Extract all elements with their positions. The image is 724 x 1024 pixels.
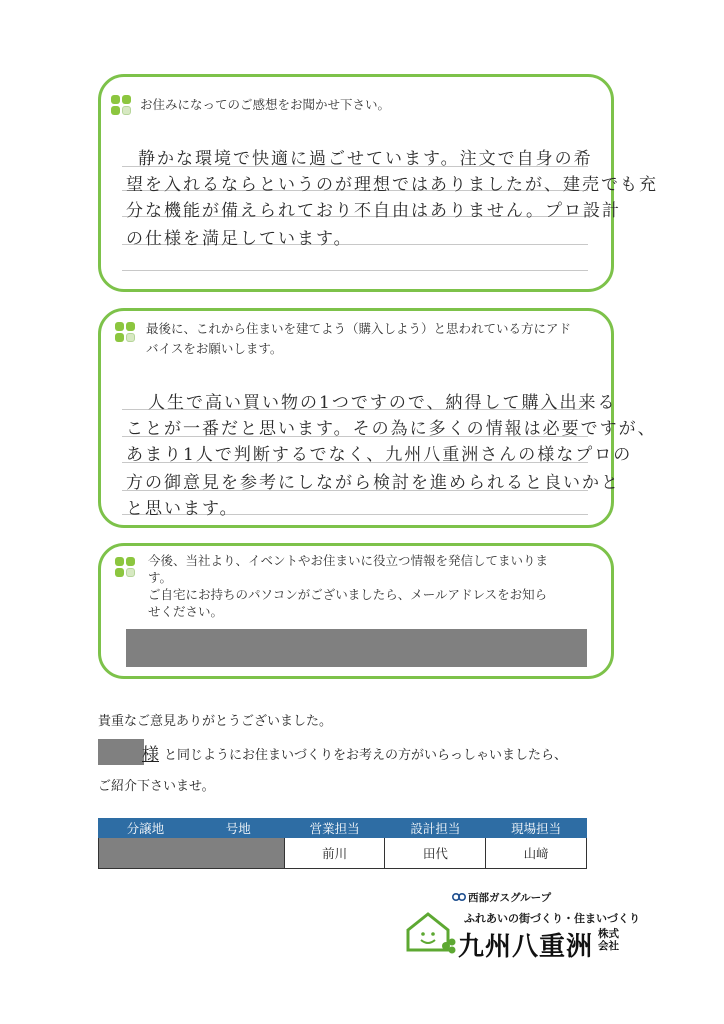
staff-table-header-row (99, 819, 587, 838)
advice-answer-line: 人生で高い買い物の1つですので、納得して購入出来る (148, 393, 617, 413)
header-sales: 営業担当 (284, 819, 385, 838)
staff-table-row (99, 838, 587, 869)
header-design: 設計担当 (385, 819, 486, 838)
advice-answer-line: 方の御意見を参考にしながら検討を進められると良いかと (126, 473, 620, 493)
advice-answer-line: ことが一番だと思います。その為に多くの情報は必要ですが、 (126, 419, 657, 439)
logo-tagline: ふれあいの街づくり・住まいづくり (464, 912, 640, 925)
thanks-text: 貴重なご意見ありがとうございました。 (98, 714, 333, 729)
company-name: 九州八重洲 (458, 932, 594, 962)
site-staff: 山﨑 (486, 838, 587, 869)
referral-end-text: ご紹介下さいませ。 (98, 779, 215, 794)
house-mascot-icon (404, 910, 456, 956)
impressions-answer-line: 静かな環境で快適に過ごせています。注文で自身の希 (138, 149, 593, 169)
redacted-lot-info (99, 838, 285, 869)
company-suffix: 株式会社 (598, 928, 619, 952)
advice-answer-line: と思います。 (126, 499, 239, 519)
advice-answer-line: あまり1人で判断するでなく、九州八重洲さんの様なプロの (126, 445, 633, 465)
header-lot: 号地 (192, 819, 284, 838)
sales-staff: 前川 (284, 838, 385, 869)
newsletter-notice: 今後、当社より、イベントやお住まいに役立つ情報を発信してまいりま (148, 553, 549, 568)
advice-question: バイスをお願いします。 (146, 341, 283, 356)
newsletter-notice: す。 (148, 570, 173, 585)
impressions-answer-line: 分な機能が備えられており不自由はありません。プロ設計 (126, 201, 622, 221)
clover-icon (115, 557, 137, 579)
newsletter-notice: ご自宅にお持ちのパソコンがございましたら、メールアドレスをお知ら (148, 587, 548, 602)
gas-group-mark-icon (452, 890, 466, 904)
impressions-question: お住みになってのご感想をお聞かせ下さい。 (140, 97, 391, 112)
header-subdivision: 分譲地 (99, 819, 193, 838)
header-site: 現場担当 (486, 819, 587, 838)
redacted-customer-name (98, 739, 144, 765)
newsletter-notice: せください。 (148, 604, 224, 619)
redacted-email-field (126, 629, 587, 667)
staff-table (98, 818, 587, 869)
design-staff: 田代 (385, 838, 486, 869)
logo-group-name: 西部ガスグループ (468, 892, 552, 904)
impressions-answer-line: の仕様を満足しています。 (126, 229, 353, 249)
referral-text: と同じようにお住まいづくりをお考えの方がいらっしゃいましたら、 (164, 748, 568, 763)
honorific: 様 (142, 745, 159, 765)
impressions-answer-line: 望を入れるならというのが理想ではありましたが、建売でも充 (126, 175, 658, 195)
advice-question: 最後に、これから住まいを建てよう（購入しよう）と思われている方にアド (146, 321, 572, 336)
